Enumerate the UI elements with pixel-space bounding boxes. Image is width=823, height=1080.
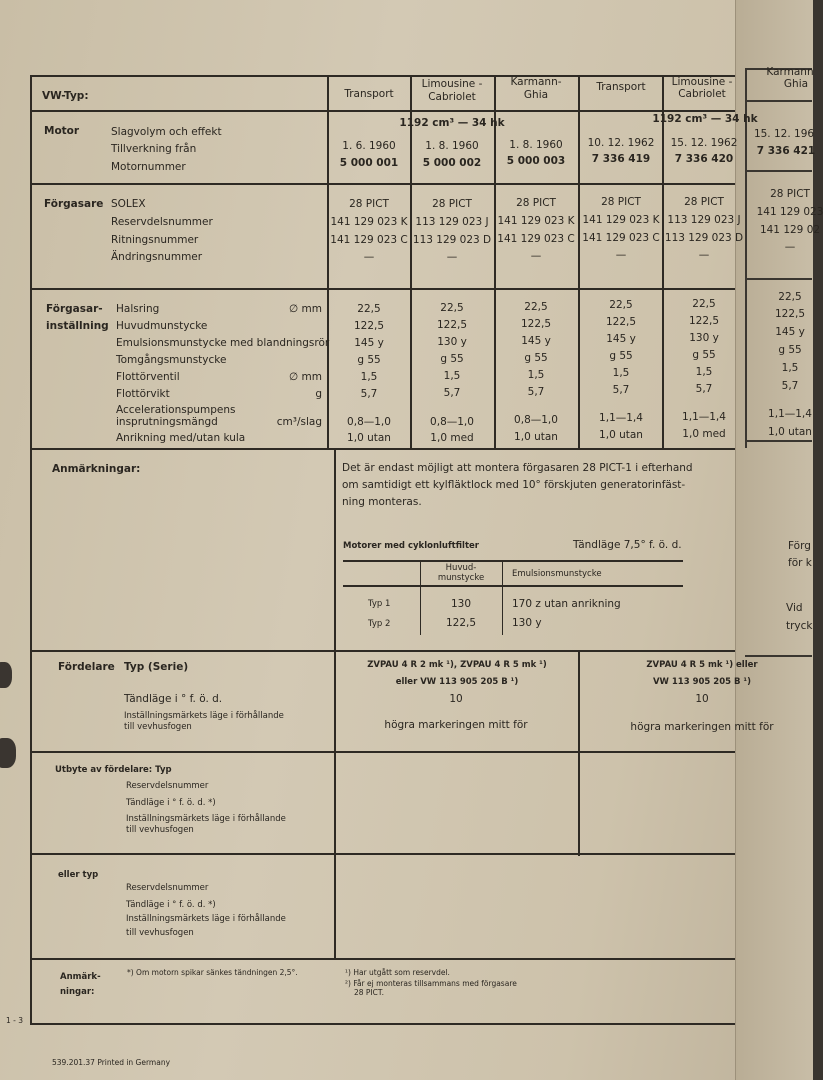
forgasare-value: 141 129 023 K [330,216,408,228]
forgasare-value: 141 129 02 [759,224,821,236]
anmarkningar-note-3: ning monteras. [342,496,422,508]
fordelare-b-2: VW 113 905 205 B ¹) [652,677,752,687]
installning-row-name: Flottörventil [116,371,180,383]
installning-row-name: insprutningsmängd [116,416,218,428]
installning-value: 1,5 [443,370,461,382]
installning-value: 1,5 [612,367,630,379]
utbyte-row-2: Tändläge i ° f. ö. d. *) [126,798,216,808]
installning-value: 1,0 utan [599,429,643,441]
eller-row-2: Tändläge i ° f. ö. d. *) [126,900,216,910]
col-header-1: Transport [344,88,394,100]
cyklon-th-huvud-1: Huvud- [445,563,477,573]
anmarkningar-note-1: Det är endast möjligt att montera förgasaren 28 PICT-1 i efterhand [342,462,693,474]
installning-value: 130 y [689,332,719,344]
forgasare-label: Förgasare [44,198,104,210]
fordelare-b-3: 10 [695,693,709,705]
installning-value: 122,5 [353,320,385,332]
motor-label: Motor [44,125,80,137]
forgasare-value: 28 PICT [349,198,389,210]
installning-row-name: Anrikning med/utan kula [116,432,246,444]
cyklon-title: Motorer med cyklonluftfilter [343,541,479,551]
fordelare-a-3: 10 [449,693,463,705]
installning-value: 22,5 [440,302,464,314]
installning-value: 5,7 [360,388,378,400]
installning-value: 1,5 [360,371,378,383]
installning-value: 22,5 [524,301,548,313]
motor-date-6: 15. 12. 196 [753,128,815,140]
installning-row-unit: ∅ mm [289,371,322,383]
footer-note-star: *) Om motorn spikar sänkes tändningen 2,5°. [127,968,298,977]
motor-volume-b: 1192 cm³ — 34 hk [652,113,758,125]
motor-date-2: 1. 8. 1960 [425,140,479,152]
fordelare-row-2: Inställningsmärkets läge i förhållande [124,711,284,721]
cyklon-row-1-emul: 170 z utan anrikning [512,598,621,610]
forgasare-value: 28 PICT [516,197,556,209]
installning-value: 0,8—1,0 [347,416,391,428]
installning-value: 145 y [354,337,384,349]
installning-value: 1,1—1,4 [682,411,726,423]
installning-value: 1,5 [695,366,713,378]
installning-value: 1,0 utan [347,432,391,444]
col-header-2b: Cabriolet [428,91,476,103]
installning-value: 145 y [606,333,636,345]
fordelare-a-1: ZVPAU 4 R 2 mk ¹), ZVPAU 4 R 5 mk ¹) [367,660,547,670]
footer-note-2b: 28 PICT. [354,988,384,997]
cyklon-row-2-huvud: 122,5 [445,617,477,629]
forgasare-value: 113 129 023 D [412,234,492,246]
footer-label-1: Anmärk- [60,972,101,982]
utbyte-row-1: Reservdelsnummer [126,781,209,791]
cyklon-row-1-huvud: 130 [450,598,472,610]
installning-value: 1,0 med [682,428,726,440]
installning-row-name: Huvudmunstycke [116,320,208,332]
installning-value: 1,0 med [430,432,474,444]
footer-note-1: ¹) Har utgått som reservdel. [345,968,450,977]
motor-number-6: 7 336 421 [756,145,816,157]
installning-value: 122,5 [436,319,468,331]
forgasare-value: 141 129 023 K [582,214,660,226]
right-edge-text-2: för k [788,557,812,569]
cyklon-vsep-1 [420,560,421,635]
installning-value: g 55 [524,352,548,364]
col-header-2a: Limousine - [421,78,483,90]
installning-value: 5,7 [695,383,713,395]
forgasare-value: — [698,249,710,261]
installning-value: 22,5 [357,303,381,315]
fordelare-a-2: eller VW 113 905 205 B ¹) [395,677,519,687]
fordelare-b-4: högra markeringen mitt för [630,721,774,733]
forgasare-value: 113 129 023 J [415,216,489,228]
motor-date-1: 1. 6. 1960 [342,140,396,152]
installning-value: 5,7 [527,386,545,398]
forgasare-value: 28 PICT [601,196,641,208]
utbyte-row-3: Inställningsmärkets läge i förhållande [126,814,286,824]
forgasare-value: 113 129 023 J [667,214,741,226]
printed-in-germany: 539.201.37 Printed in Germany [52,1058,171,1067]
forgasare-value: 28 PICT [432,198,472,210]
col-header-3a: Karmann- [510,76,562,88]
installning-label-2: inställning [46,320,109,332]
forgasare-row-2: Reservdelsnummer [111,216,213,228]
binding-hole-2 [0,738,16,768]
cyklon-tandlage: Tändläge 7,5° f. ö. d. [573,539,682,551]
fordelare-a-4: högra markeringen mitt för [384,719,528,731]
installning-value: 122,5 [774,308,806,320]
installning-value: 0,8—1,0 [514,414,558,426]
forgasare-value: — [615,249,627,261]
right-edge-text-4: tryck [786,620,813,632]
right-edge-text-1: Förg [788,540,811,552]
binding-hole-1 [0,662,12,688]
motor-number-3: 5 000 003 [506,155,566,167]
cyklon-vsep-2 [502,560,503,635]
motor-number-2: 5 000 002 [422,157,482,169]
installning-row-name: Accelerationspumpens [116,404,236,416]
installning-row-name: Tomgångsmunstycke [116,354,227,366]
forgasare-row-3: Ritningsnummer [111,234,199,246]
motor-number-5: 7 336 420 [674,153,734,165]
motor-volume-a: 1192 cm³ — 34 hk [399,117,505,129]
vw-typ-label: VW-Typ: [42,90,89,102]
anmarkningar-note-2: om samtidigt ett kylfläktlock med 10° förskjuten generatorinfäst- [342,479,686,491]
page-mark: 1 - 3 [6,1016,24,1025]
fordelare-label: Fördelare [58,661,115,673]
installning-value: 122,5 [688,315,720,327]
forgasare-row-1: SOLEX [111,198,146,210]
installning-value: 122,5 [605,316,637,328]
cyklon-row-2-emul: 130 y [512,617,542,629]
forgasare-value: — [446,251,458,263]
installning-value: 122,5 [520,318,552,330]
col-header-6a: Karmann [766,66,814,78]
col-header-4: Transport [596,81,646,93]
installning-value: 1,5 [527,369,545,381]
motor-number-1: 5 000 001 [339,157,399,169]
installning-value: g 55 [609,350,633,362]
eller-typ-label: eller typ [58,870,99,880]
col-header-5a: Limousine - [671,76,733,88]
installning-value: 0,8—1,0 [430,416,474,428]
cyklon-th-emul: Emulsionsmunstycke [512,569,602,579]
installning-label-1: Förgasar- [46,303,103,315]
eller-row-4: till vevhusfogen [126,928,194,938]
fordelare-row-1: Tändläge i ° f. ö. d. [124,693,223,705]
installning-row-name: Flottörvikt [116,388,170,400]
installning-row-unit: ∅ mm [289,303,322,315]
motor-number-4: 7 336 419 [591,153,651,165]
motor-row-1: Slagvolym och effekt [111,126,222,138]
forgasare-value: 141 129 023 C [497,233,575,245]
installning-value: g 55 [440,353,464,365]
forgasare-value: — [784,241,796,253]
installning-value: 1,1—1,4 [768,408,812,420]
fordelare-b-1: ZVPAU 4 R 5 mk ¹) eller [646,660,758,670]
installning-row-unit: cm³/slag [276,416,322,428]
forgasare-value: — [530,250,542,262]
col-header-6b: Ghia [783,78,809,90]
installning-row-unit: g [315,388,322,400]
utbyte-row-4: till vevhusfogen [126,825,194,835]
installning-value: 22,5 [778,291,802,303]
forgasare-value: 141 129 023 K [497,215,575,227]
forgasare-value: 28 PICT [770,188,810,200]
motor-date-4: 10. 12. 1962 [587,137,655,149]
installning-value: 5,7 [443,387,461,399]
cyklon-row-1-typ: Typ 1 [368,599,391,609]
cyklon-th-huvud-2: munstycke [437,573,485,583]
forgasare-value: — [363,251,375,263]
installning-value: 5,7 [612,384,630,396]
col-header-3b: Ghia [523,89,549,101]
installning-value: 1,0 utan [514,431,558,443]
eller-row-3: Inställningsmärkets läge i förhållande [126,914,286,924]
installning-value: g 55 [778,344,802,356]
motor-date-3: 1. 8. 1960 [509,139,563,151]
col-header-5b: Cabriolet [678,88,726,100]
installning-value: 5,7 [781,380,799,392]
installning-row-name: Emulsionsmunstycke med blandningsrör [116,337,330,349]
fordelare-typ: Typ (Serie) [124,661,189,673]
forgasare-value: 141 129 023 C [582,232,660,244]
anmarkningar-label: Anmärkningar: [52,463,141,475]
forgasare-value: 28 PICT [684,196,724,208]
forgasare-value: 141 129 023 C [330,234,408,246]
fordelare-row-3: till vevhusfogen [124,722,192,732]
installning-value: 1,1—1,4 [599,412,643,424]
eller-row-1: Reservdelsnummer [126,883,209,893]
cyklon-table-top [343,560,683,562]
installning-value: g 55 [692,349,716,361]
motor-date-5: 15. 12. 1962 [670,137,738,149]
motor-row-3: Motornummer [111,161,186,173]
installning-value: 1,5 [781,362,799,374]
right-edge-text-3: Vid [786,602,803,614]
installning-value: 1,0 utan [768,426,812,438]
forgasare-row-4: Ändringsnummer [111,251,203,263]
installning-value: 22,5 [609,299,633,311]
footer-label-2: ningar: [60,987,95,997]
cyklon-row-2-typ: Typ 2 [368,619,391,629]
installning-value: 130 y [437,336,467,348]
installning-value: 22,5 [692,298,716,310]
motor-row-2: Tillverkning från [111,143,197,155]
installning-value: 145 y [775,326,805,338]
cyklon-table-mid [343,585,683,587]
footer-note-2a: ²) Får ej monteras tillsammans med förgasare [345,979,517,988]
forgasare-value: 141 129 023 [756,206,823,218]
installning-row-name: Halsring [116,303,160,315]
utbyte-label: Utbyte av fördelare: Typ [55,765,172,775]
forgasare-value: 113 129 023 D [664,232,744,244]
installning-value: 145 y [521,335,551,347]
installning-value: g 55 [357,354,381,366]
